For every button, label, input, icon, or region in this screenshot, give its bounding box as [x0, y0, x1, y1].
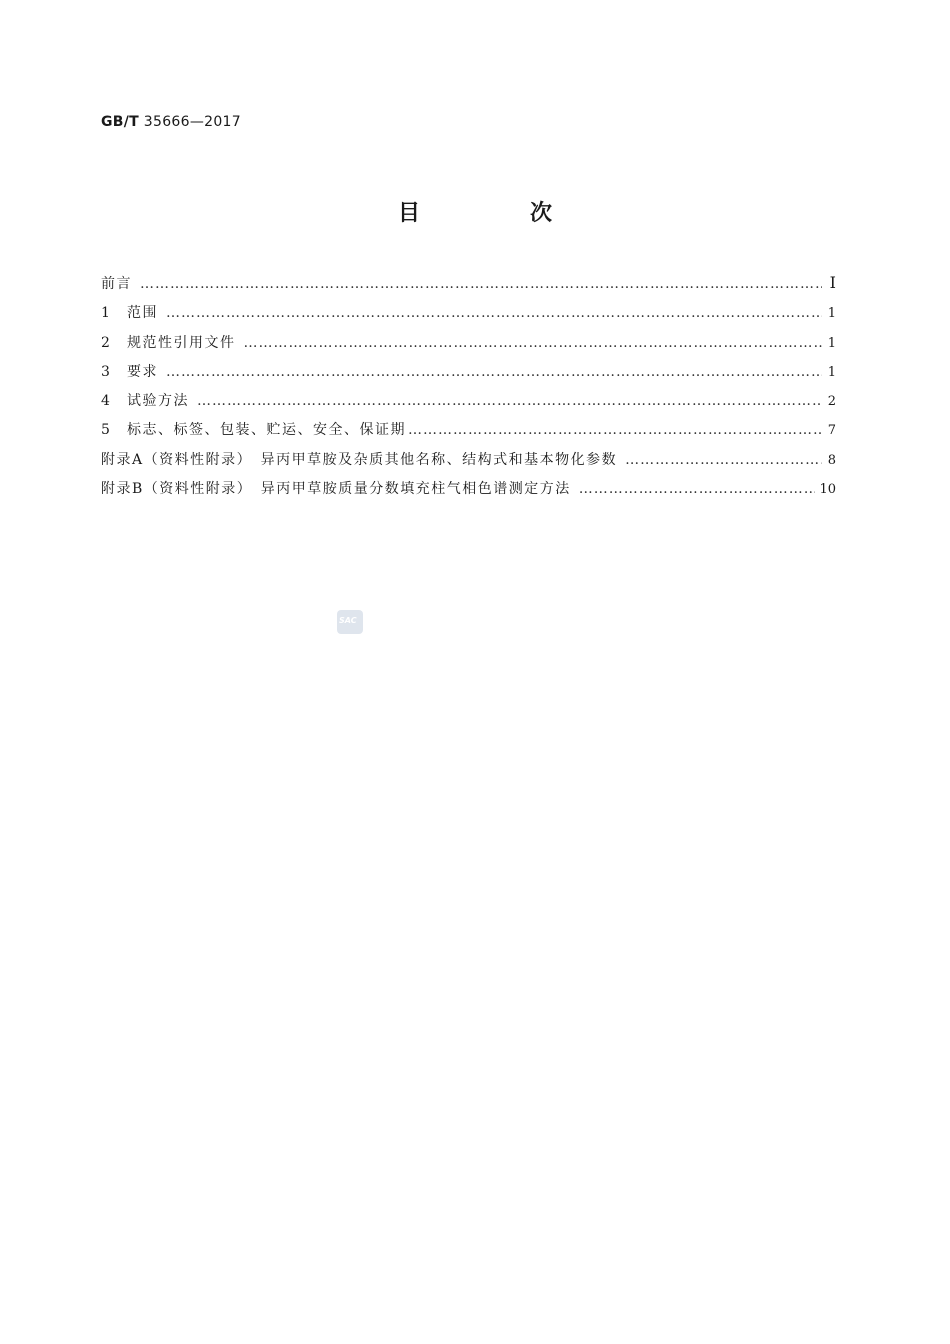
- toc-leader-dots: [579, 481, 816, 497]
- toc-leader-dots: [166, 305, 822, 321]
- toc-entry-test-methods[interactable]: [101, 390, 836, 419]
- toc-entry-foreword[interactable]: [101, 273, 836, 302]
- toc-entry-label: 附录B（资料性附录） 异丙甲草胺质量分数填充柱气相色谱测定方法: [101, 481, 571, 498]
- toc-entry-number: 2: [101, 334, 110, 351]
- standard-prefix: GB/T: [101, 114, 140, 130]
- toc-entry-label: 前言: [101, 276, 132, 292]
- toc-entry-number: 5: [101, 422, 110, 439]
- toc-entry-annex-b[interactable]: [101, 478, 836, 507]
- toc-entry-scope[interactable]: [101, 302, 836, 331]
- toc-entry-label: 附录A（资料性附录） 异丙甲草胺及杂质其他名称、结构式和基本物化参数: [101, 451, 618, 468]
- toc-entry-page: 1: [827, 306, 836, 322]
- toc-leader-dots: [197, 393, 822, 409]
- toc-entry-normative-references[interactable]: [101, 332, 836, 361]
- standard-number: 35666—2017: [143, 114, 241, 130]
- toc-entry-label: 试验方法: [127, 393, 189, 410]
- toc-leader-dots: [625, 452, 822, 468]
- toc-entry-annex-a[interactable]: [101, 449, 836, 478]
- toc-leader-dots: [140, 276, 822, 292]
- toc-entry-page: 8: [827, 452, 836, 468]
- toc-entry-page: 1: [827, 364, 836, 380]
- sac-watermark-logo: [337, 610, 363, 634]
- toc-leader-dots: [166, 364, 822, 380]
- toc-entry-number: 4: [101, 393, 110, 410]
- toc-leader-dots: [244, 335, 823, 351]
- toc-entry-page: 10: [819, 482, 836, 498]
- watermark-text: SAC: [339, 616, 357, 625]
- toc-leader-dots: [408, 422, 822, 438]
- toc-entry-page: 2: [827, 394, 836, 410]
- toc-entry-label: 要求: [127, 363, 158, 380]
- standard-code: [101, 114, 241, 130]
- toc-entry-number: 1: [101, 305, 110, 322]
- toc-entry-page: 7: [827, 423, 836, 439]
- page-title: 目 次: [397, 201, 596, 226]
- toc-entry-page: 1: [827, 335, 836, 351]
- toc-entry-requirements[interactable]: [101, 361, 836, 390]
- toc-entry-label: 标志、标签、包装、贮运、安全、保证期: [127, 422, 406, 439]
- table-of-contents: [101, 273, 836, 507]
- toc-entry-label: 范围: [127, 305, 158, 322]
- toc-entry-marking-packaging[interactable]: [101, 419, 836, 448]
- toc-entry-label: 规范性引用文件: [127, 334, 236, 351]
- toc-entry-page: Ⅰ: [829, 273, 836, 292]
- toc-entry-number: 3: [101, 363, 110, 380]
